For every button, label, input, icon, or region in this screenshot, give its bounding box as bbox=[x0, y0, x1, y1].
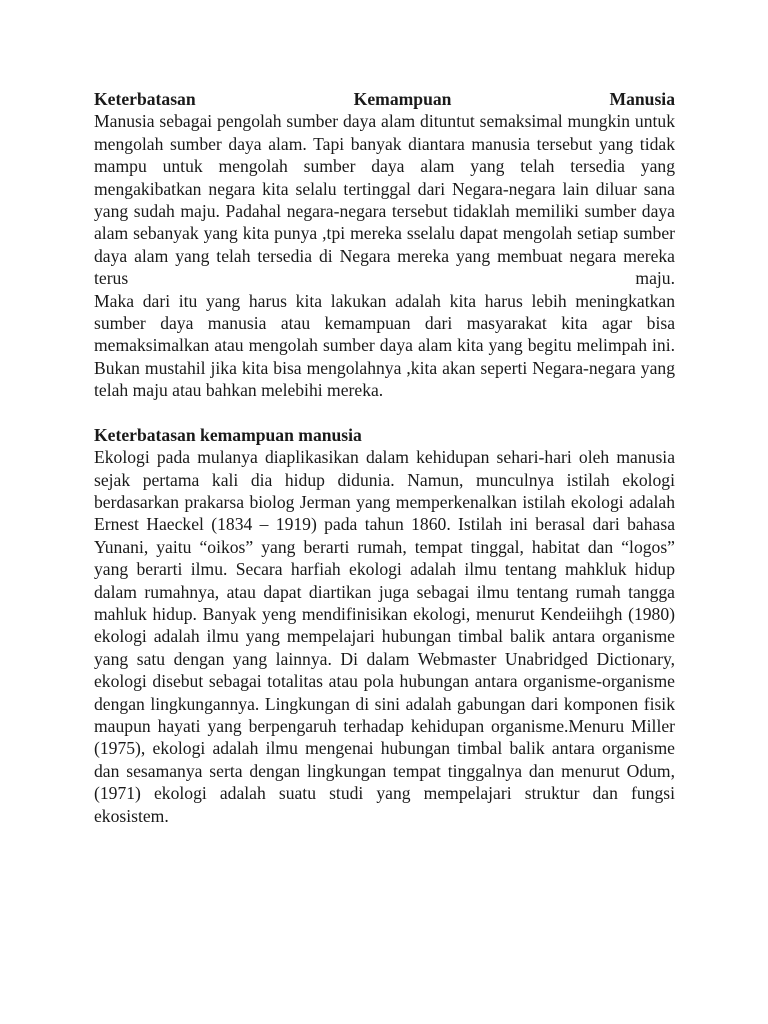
section-heading: Keterbatasan kemampuan manusia bbox=[94, 424, 362, 445]
section-ekologi bbox=[94, 424, 675, 827]
paragraph-ekologi: Ekologi pada mulanya diaplikasikan dalam kehidupan sehari-hari oleh manusia sejak pertama kali dia hidup didunia. Namun, munculnya istilah ekologi berdasarkan prakarsa biolog Jerman yang memperkenalkan istilah ekologi adalah Ernest Haeckel (1834 – 1919) pada tahun 1860. Istilah ini berasal dari bahasa Yunani, yaitu “oikos” yang berarti rumah, tempat tinggal, habitat dan “logos” yang berarti ilmu. Secara harfiah ekologi adalah ilmu tentang mahkluk hidup dalam rumahnya, atau dapat diartikan juga sebagai ilmu tentang rumah tangga mahluk hidup. Banyak yeng mendifinisikan ekologi, menurut Kendeiihgh (1980) ekologi adalah ilmu yang mempelajari hubungan timbal balik antara organisme yang satu dengan yang lainnya. Di dalam Webmaster Unabridged Dictionary, ekologi disebut sebagai totalitas atau pola hubungan antara organisme-organisme dengan lingkungannya. Lingkungan di sini adalah gabungan dari komponen fisik maupun hayati yang berpengaruh terhadap kehidupan organisme.Menuru Miller (1975), ekologi adalah ilmu mengenai hubungan timbal balik antara organisme dan sesamanya serta dengan lingkungan tempat tinggalnya dan menurut Odum, (1971) ekologi adalah suatu studi yang mempelajari struktur dan fungsi ekosistem. bbox=[94, 447, 675, 826]
paragraph-pengolah-sumber-daya bbox=[94, 110, 675, 289]
paragraph-maka-dari-itu: Maka dari itu yang harus kita lakukan adalah kita harus lebih meningkatkan sumber daya manusia atau kemampuan dari masyarakat kita agar bisa memaksimalkan atau mengolah sumber daya alam kita yang begitu melimpah ini. Bukan mustahil jika kita bisa mengolahnya ,kita akan seperti Negara-negara yang telah maju atau bahkan melebihi mereka. bbox=[94, 290, 675, 401]
document-page bbox=[94, 88, 675, 827]
paragraph-text-end: membuat negara mereka terus maju. bbox=[94, 245, 675, 289]
paragraph-text: Manusia sebagai pengolah sumber daya alam dituntut semaksimal mungkin untuk mengolah sumber daya alam. Tapi banyak diantara manusia tersebut yang tidak mampu untuk mengolah sumber daya alam yang telah tersedia yang mengakibatkan negara kita selalu tertinggal dari Negara-negara lain diluar sana yang sudah maju. Padahal negara-negara tersebut tidaklah memiliki sumber daya alam sebanyak yang kita punya ,tpi mereka sselalu dapat mengolah setiap sumber daya alam yang telah tersedia di Negara mereka yang bbox=[94, 111, 675, 266]
section-keterbatasan-kemampuan-manusia bbox=[94, 88, 675, 402]
section-heading: Keterbatasan Kemampuan Manusia bbox=[94, 89, 675, 109]
